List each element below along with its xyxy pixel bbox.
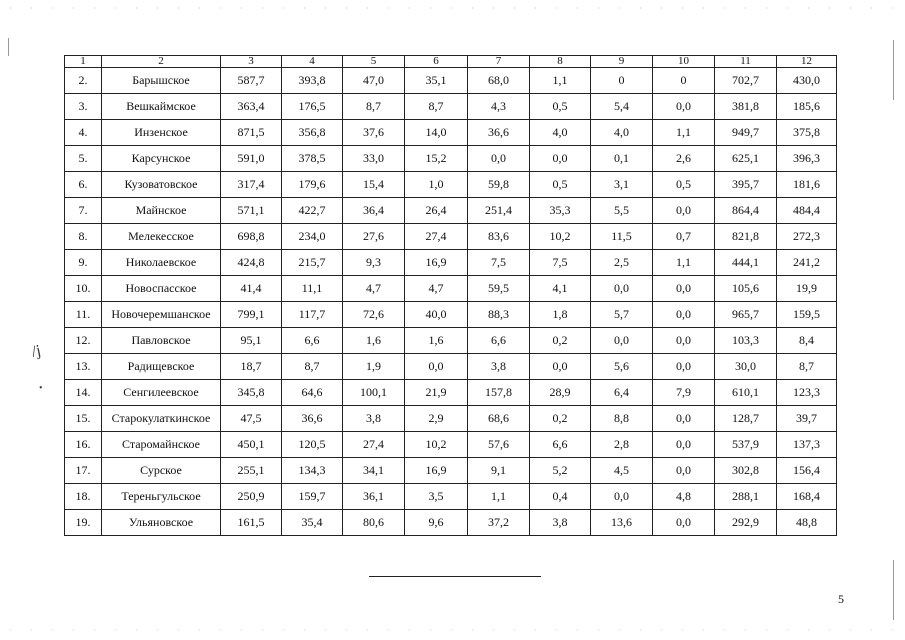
value-cell: 0,0 [591, 276, 653, 302]
value-cell: 8,7 [343, 94, 405, 120]
value-cell: 0,5 [653, 172, 715, 198]
scan-noise-bottom [0, 628, 905, 632]
value-cell: 591,0 [221, 146, 282, 172]
value-cell: 949,7 [715, 120, 777, 146]
value-cell: 8,8 [591, 406, 653, 432]
district-name-cell: Ульяновское [102, 510, 221, 536]
header-row [65, 56, 837, 68]
value-cell: 0,2 [530, 328, 591, 354]
value-cell: 0,0 [653, 432, 715, 458]
value-cell: 120,5 [282, 432, 343, 458]
value-cell: 537,9 [715, 432, 777, 458]
value-cell: 35,1 [405, 68, 468, 94]
value-cell: 14,0 [405, 120, 468, 146]
table-row [65, 172, 837, 198]
row-number-cell: 11. [65, 302, 102, 328]
value-cell: 36,6 [282, 406, 343, 432]
value-cell: 1,6 [343, 328, 405, 354]
district-name-cell: Николаевское [102, 250, 221, 276]
value-cell: 27,4 [405, 224, 468, 250]
column-number-cell: 11 [715, 56, 777, 68]
value-cell: 8,7 [405, 94, 468, 120]
value-cell: 302,8 [715, 458, 777, 484]
column-number-cell: 7 [468, 56, 530, 68]
page-number: 5 [838, 592, 844, 606]
value-cell: 134,3 [282, 458, 343, 484]
row-number-cell: 2. [65, 68, 102, 94]
value-cell: 1,6 [405, 328, 468, 354]
value-cell: 2,6 [653, 146, 715, 172]
district-name-cell: Карсунское [102, 146, 221, 172]
value-cell: 0,0 [653, 94, 715, 120]
value-cell: 68,6 [468, 406, 530, 432]
value-cell: 5,6 [591, 354, 653, 380]
value-cell: 9,1 [468, 458, 530, 484]
value-cell: 0,0 [653, 198, 715, 224]
value-cell: 57,6 [468, 432, 530, 458]
scan-edge-mark [893, 40, 894, 100]
margin-dot: • [39, 383, 43, 394]
value-cell: 36,1 [343, 484, 405, 510]
value-cell: 0,4 [530, 484, 591, 510]
table-row [65, 68, 837, 94]
value-cell: 105,6 [715, 276, 777, 302]
value-cell: 4,3 [468, 94, 530, 120]
district-name-cell: Старомайнское [102, 432, 221, 458]
value-cell: 6,6 [468, 328, 530, 354]
value-cell: 10,2 [405, 432, 468, 458]
value-cell: 363,4 [221, 94, 282, 120]
value-cell: 430,0 [777, 68, 837, 94]
value-cell: 871,5 [221, 120, 282, 146]
value-cell: 34,1 [343, 458, 405, 484]
value-cell: 215,7 [282, 250, 343, 276]
row-number-cell: 6. [65, 172, 102, 198]
value-cell: 156,4 [777, 458, 837, 484]
column-number-cell: 3 [221, 56, 282, 68]
value-cell: 356,8 [282, 120, 343, 146]
value-cell: 9,6 [405, 510, 468, 536]
table-row [65, 198, 837, 224]
data-table [64, 55, 837, 536]
value-cell: 288,1 [715, 484, 777, 510]
value-cell: 251,4 [468, 198, 530, 224]
value-cell: 1,1 [530, 68, 591, 94]
district-name-cell: Новочеремшанское [102, 302, 221, 328]
value-cell: 16,9 [405, 250, 468, 276]
table-row [65, 224, 837, 250]
table-row [65, 432, 837, 458]
value-cell: 0 [591, 68, 653, 94]
district-name-cell: Инзенское [102, 120, 221, 146]
table-row [65, 120, 837, 146]
footer-rule [369, 576, 541, 577]
value-cell: 424,8 [221, 250, 282, 276]
district-name-cell: Кузоватовское [102, 172, 221, 198]
value-cell: 128,7 [715, 406, 777, 432]
scan-edge-mark [893, 560, 894, 620]
value-cell: 123,3 [777, 380, 837, 406]
value-cell: 0,1 [591, 146, 653, 172]
value-cell: 59,8 [468, 172, 530, 198]
value-cell: 11,5 [591, 224, 653, 250]
value-cell: 6,4 [591, 380, 653, 406]
value-cell: 345,8 [221, 380, 282, 406]
row-number-cell: 14. [65, 380, 102, 406]
column-number-cell: 1 [65, 56, 102, 68]
row-number-cell: 5. [65, 146, 102, 172]
value-cell: 4,0 [530, 120, 591, 146]
value-cell: 0,0 [653, 510, 715, 536]
value-cell: 13,6 [591, 510, 653, 536]
value-cell: 0,0 [653, 354, 715, 380]
value-cell: 157,8 [468, 380, 530, 406]
value-cell: 80,6 [343, 510, 405, 536]
row-number-cell: 12. [65, 328, 102, 354]
value-cell: 0 [653, 68, 715, 94]
value-cell: 4,7 [343, 276, 405, 302]
value-cell: 484,4 [777, 198, 837, 224]
value-cell: 702,7 [715, 68, 777, 94]
value-cell: 0,0 [653, 328, 715, 354]
value-cell: 19,9 [777, 276, 837, 302]
value-cell: 15,2 [405, 146, 468, 172]
column-number-cell: 2 [102, 56, 221, 68]
district-name-cell: Барышское [102, 68, 221, 94]
value-cell: 159,5 [777, 302, 837, 328]
value-cell: 799,1 [221, 302, 282, 328]
value-cell: 36,4 [343, 198, 405, 224]
value-cell: 422,7 [282, 198, 343, 224]
value-cell: 137,3 [777, 432, 837, 458]
value-cell: 317,4 [221, 172, 282, 198]
value-cell: 27,6 [343, 224, 405, 250]
district-name-cell: Павловское [102, 328, 221, 354]
district-name-cell: Старокулаткинское [102, 406, 221, 432]
value-cell: 2,9 [405, 406, 468, 432]
value-cell: 3,8 [530, 510, 591, 536]
value-cell: 4,7 [405, 276, 468, 302]
value-cell: 83,6 [468, 224, 530, 250]
district-name-cell: Майнское [102, 198, 221, 224]
value-cell: 72,6 [343, 302, 405, 328]
value-cell: 64,6 [282, 380, 343, 406]
row-number-cell: 15. [65, 406, 102, 432]
row-number-cell: 3. [65, 94, 102, 120]
value-cell: 8,4 [777, 328, 837, 354]
value-cell: 37,2 [468, 510, 530, 536]
table-row [65, 510, 837, 536]
value-cell: 571,1 [221, 198, 282, 224]
value-cell: 3,5 [405, 484, 468, 510]
value-cell: 159,7 [282, 484, 343, 510]
value-cell: 35,4 [282, 510, 343, 536]
value-cell: 39,7 [777, 406, 837, 432]
value-cell: 103,3 [715, 328, 777, 354]
table-row [65, 458, 837, 484]
column-number-cell: 5 [343, 56, 405, 68]
value-cell: 4,0 [591, 120, 653, 146]
district-name-cell: Вешкаймское [102, 94, 221, 120]
value-cell: 161,5 [221, 510, 282, 536]
scan-noise-top [0, 6, 905, 10]
value-cell: 185,6 [777, 94, 837, 120]
value-cell: 864,4 [715, 198, 777, 224]
value-cell: 444,1 [715, 250, 777, 276]
value-cell: 5,7 [591, 302, 653, 328]
row-number-cell: 17. [65, 458, 102, 484]
value-cell: 88,3 [468, 302, 530, 328]
table-row [65, 302, 837, 328]
value-cell: 4,5 [591, 458, 653, 484]
value-cell: 0,0 [653, 406, 715, 432]
district-name-cell: Радищевское [102, 354, 221, 380]
value-cell: 3,1 [591, 172, 653, 198]
value-cell: 2,5 [591, 250, 653, 276]
table-row [65, 380, 837, 406]
row-number-cell: 19. [65, 510, 102, 536]
value-cell: 37,6 [343, 120, 405, 146]
value-cell: 4,1 [530, 276, 591, 302]
table-row [65, 328, 837, 354]
table-row [65, 276, 837, 302]
value-cell: 625,1 [715, 146, 777, 172]
value-cell: 965,7 [715, 302, 777, 328]
value-cell: 6,6 [282, 328, 343, 354]
value-cell: 0,5 [530, 94, 591, 120]
value-cell: 11,1 [282, 276, 343, 302]
row-number-cell: 4. [65, 120, 102, 146]
value-cell: 1,9 [343, 354, 405, 380]
value-cell: 0,5 [530, 172, 591, 198]
value-cell: 21,9 [405, 380, 468, 406]
value-cell: 272,3 [777, 224, 837, 250]
value-cell: 7,9 [653, 380, 715, 406]
value-cell: 255,1 [221, 458, 282, 484]
scan-edge-mark [8, 38, 9, 56]
table-row [65, 406, 837, 432]
value-cell: 16,9 [405, 458, 468, 484]
district-name-cell: Новоспасское [102, 276, 221, 302]
value-cell: 179,6 [282, 172, 343, 198]
value-cell: 30,0 [715, 354, 777, 380]
table-row [65, 146, 837, 172]
column-number-cell: 8 [530, 56, 591, 68]
value-cell: 3,8 [343, 406, 405, 432]
value-cell: 2,8 [591, 432, 653, 458]
value-cell: 15,4 [343, 172, 405, 198]
table-row [65, 354, 837, 380]
row-number-cell: 13. [65, 354, 102, 380]
value-cell: 0,0 [468, 146, 530, 172]
column-number-cell: 12 [777, 56, 837, 68]
value-cell: 18,7 [221, 354, 282, 380]
value-cell: 3,8 [468, 354, 530, 380]
table-row [65, 94, 837, 120]
value-cell: 9,3 [343, 250, 405, 276]
margin-handwritten-mark: /j [30, 342, 43, 361]
row-number-cell: 8. [65, 224, 102, 250]
value-cell: 1,1 [653, 120, 715, 146]
row-number-cell: 9. [65, 250, 102, 276]
value-cell: 68,0 [468, 68, 530, 94]
value-cell: 7,5 [530, 250, 591, 276]
value-cell: 47,0 [343, 68, 405, 94]
value-cell: 1,1 [653, 250, 715, 276]
value-cell: 381,8 [715, 94, 777, 120]
value-cell: 40,0 [405, 302, 468, 328]
value-cell: 41,4 [221, 276, 282, 302]
column-number-cell: 10 [653, 56, 715, 68]
value-cell: 10,2 [530, 224, 591, 250]
row-number-cell: 10. [65, 276, 102, 302]
district-name-cell: Сенгилеевское [102, 380, 221, 406]
value-cell: 100,1 [343, 380, 405, 406]
value-cell: 35,3 [530, 198, 591, 224]
value-cell: 5,5 [591, 198, 653, 224]
value-cell: 587,7 [221, 68, 282, 94]
value-cell: 8,7 [282, 354, 343, 380]
value-cell: 0,2 [530, 406, 591, 432]
value-cell: 36,6 [468, 120, 530, 146]
value-cell: 292,9 [715, 510, 777, 536]
value-cell: 47,5 [221, 406, 282, 432]
value-cell: 610,1 [715, 380, 777, 406]
value-cell: 241,2 [777, 250, 837, 276]
value-cell: 26,4 [405, 198, 468, 224]
value-cell: 393,8 [282, 68, 343, 94]
value-cell: 395,7 [715, 172, 777, 198]
value-cell: 821,8 [715, 224, 777, 250]
value-cell: 176,5 [282, 94, 343, 120]
value-cell: 5,4 [591, 94, 653, 120]
value-cell: 0,0 [530, 146, 591, 172]
value-cell: 0,0 [653, 276, 715, 302]
value-cell: 234,0 [282, 224, 343, 250]
value-cell: 33,0 [343, 146, 405, 172]
district-name-cell: Тереньгульское [102, 484, 221, 510]
value-cell: 117,7 [282, 302, 343, 328]
value-cell: 0,7 [653, 224, 715, 250]
row-number-cell: 18. [65, 484, 102, 510]
value-cell: 168,4 [777, 484, 837, 510]
value-cell: 375,8 [777, 120, 837, 146]
row-number-cell: 16. [65, 432, 102, 458]
table-row [65, 484, 837, 510]
district-name-cell: Мелекесское [102, 224, 221, 250]
value-cell: 0,0 [591, 484, 653, 510]
value-cell: 59,5 [468, 276, 530, 302]
table-row [65, 250, 837, 276]
value-cell: 0,0 [591, 328, 653, 354]
value-cell: 0,0 [530, 354, 591, 380]
value-cell: 450,1 [221, 432, 282, 458]
value-cell: 250,9 [221, 484, 282, 510]
value-cell: 5,2 [530, 458, 591, 484]
district-name-cell: Сурское [102, 458, 221, 484]
value-cell: 6,6 [530, 432, 591, 458]
value-cell: 48,8 [777, 510, 837, 536]
row-number-cell: 7. [65, 198, 102, 224]
value-cell: 396,3 [777, 146, 837, 172]
value-cell: 95,1 [221, 328, 282, 354]
value-cell: 181,6 [777, 172, 837, 198]
value-cell: 8,7 [777, 354, 837, 380]
value-cell: 378,5 [282, 146, 343, 172]
value-cell: 4,8 [653, 484, 715, 510]
value-cell: 27,4 [343, 432, 405, 458]
value-cell: 0,0 [653, 458, 715, 484]
column-number-cell: 6 [405, 56, 468, 68]
value-cell: 0,0 [653, 302, 715, 328]
value-cell: 28,9 [530, 380, 591, 406]
value-cell: 1,1 [468, 484, 530, 510]
value-cell: 0,0 [405, 354, 468, 380]
value-cell: 7,5 [468, 250, 530, 276]
value-cell: 1,0 [405, 172, 468, 198]
column-number-cell: 4 [282, 56, 343, 68]
value-cell: 698,8 [221, 224, 282, 250]
value-cell: 1,8 [530, 302, 591, 328]
column-number-cell: 9 [591, 56, 653, 68]
